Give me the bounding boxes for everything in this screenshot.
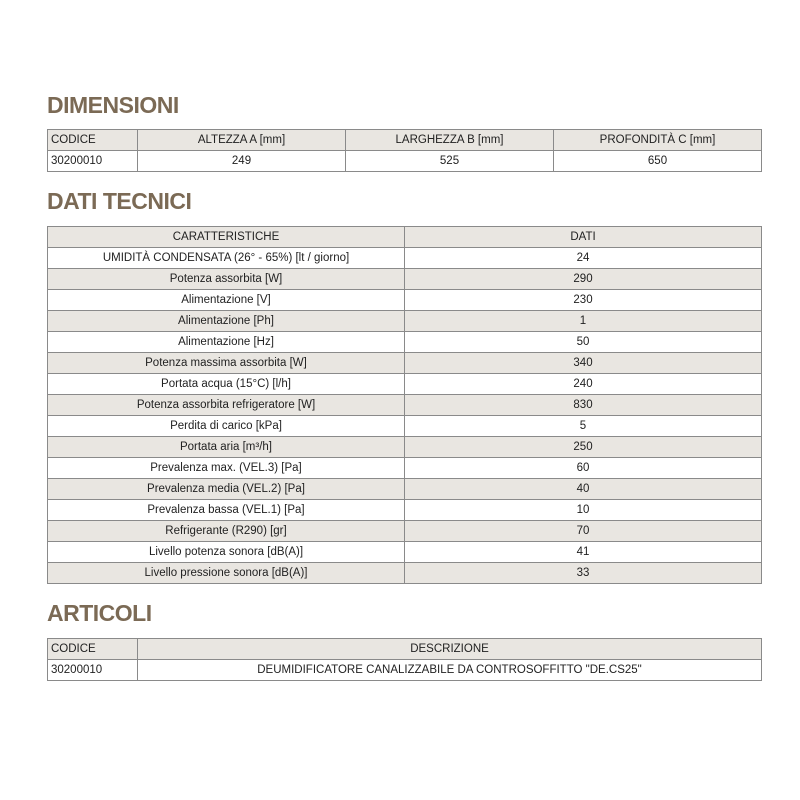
table-row [48, 660, 762, 681]
cell-caratteristica: Potenza assorbita refrigeratore [W] [48, 395, 405, 416]
cell-caratteristica: Potenza massima assorbita [W] [48, 353, 405, 374]
header-altezza: ALTEZZA A [mm] [138, 130, 346, 151]
table-header-row [48, 130, 762, 151]
dati-tecnici-body [48, 248, 762, 584]
table-row [48, 479, 762, 500]
cell-altezza: 249 [138, 151, 346, 172]
header-codice: CODICE [48, 130, 138, 151]
table-row [48, 269, 762, 290]
cell-caratteristica: Prevalenza bassa (VEL.1) [Pa] [48, 500, 405, 521]
table-row [48, 500, 762, 521]
cell-dato: 250 [405, 437, 762, 458]
cell-dato: 33 [405, 563, 762, 584]
table-header-row [48, 227, 762, 248]
cell-caratteristica: Alimentazione [Hz] [48, 332, 405, 353]
cell-caratteristica: Livello pressione sonora [dB(A)] [48, 563, 405, 584]
dati-tecnici-table [47, 226, 762, 584]
cell-dato: 1 [405, 311, 762, 332]
cell-caratteristica: Portata acqua (15°C) [l/h] [48, 374, 405, 395]
table-row [48, 311, 762, 332]
cell-dato: 41 [405, 542, 762, 563]
table-row [48, 542, 762, 563]
cell-dato: 50 [405, 332, 762, 353]
dati-tecnici-title: DATI TECNICI [47, 188, 192, 214]
table-row [48, 353, 762, 374]
table-row [48, 437, 762, 458]
cell-descrizione: DEUMIDIFICATORE CANALIZZABILE DA CONTROSOFFITTO "DE.CS25" [138, 660, 762, 681]
cell-caratteristica: Livello potenza sonora [dB(A)] [48, 542, 405, 563]
table-header-row [48, 639, 762, 660]
articoli-table [47, 638, 762, 681]
cell-caratteristica: Portata aria [m³/h] [48, 437, 405, 458]
table-row [48, 521, 762, 542]
table-row [48, 332, 762, 353]
cell-caratteristica: Perdita di carico [kPa] [48, 416, 405, 437]
cell-codice: 30200010 [48, 660, 138, 681]
header-descrizione: DESCRIZIONE [138, 639, 762, 660]
dimensioni-table [47, 129, 762, 172]
cell-dato: 5 [405, 416, 762, 437]
table-row [48, 151, 762, 172]
cell-caratteristica: Alimentazione [Ph] [48, 311, 405, 332]
cell-dato: 340 [405, 353, 762, 374]
table-row [48, 290, 762, 311]
table-row [48, 395, 762, 416]
cell-dato: 230 [405, 290, 762, 311]
header-larghezza: LARGHEZZA B [mm] [346, 130, 554, 151]
cell-dato: 10 [405, 500, 762, 521]
cell-caratteristica: Refrigerante (R290) [gr] [48, 521, 405, 542]
cell-caratteristica: Prevalenza max. (VEL.3) [Pa] [48, 458, 405, 479]
table-row [48, 563, 762, 584]
cell-profondita: 650 [554, 151, 762, 172]
table-row [48, 248, 762, 269]
cell-caratteristica: Potenza assorbita [W] [48, 269, 405, 290]
cell-caratteristica: Alimentazione [V] [48, 290, 405, 311]
cell-dato: 240 [405, 374, 762, 395]
header-profondita: PROFONDITÀ C [mm] [554, 130, 762, 151]
cell-caratteristica: UMIDITÀ CONDENSATA (26° - 65%) [lt / giorno] [48, 248, 405, 269]
header-caratteristiche: CARATTERISTICHE [48, 227, 405, 248]
cell-dato: 60 [405, 458, 762, 479]
cell-dato: 830 [405, 395, 762, 416]
cell-dato: 24 [405, 248, 762, 269]
header-dati: DATI [405, 227, 762, 248]
articoli-title: ARTICOLI [47, 600, 152, 626]
table-row [48, 416, 762, 437]
dimensioni-title: DIMENSIONI [47, 92, 179, 118]
cell-dato: 40 [405, 479, 762, 500]
table-row [48, 458, 762, 479]
cell-larghezza: 525 [346, 151, 554, 172]
cell-caratteristica: Prevalenza media (VEL.2) [Pa] [48, 479, 405, 500]
cell-dato: 290 [405, 269, 762, 290]
header-codice: CODICE [48, 639, 138, 660]
cell-dato: 70 [405, 521, 762, 542]
table-row [48, 374, 762, 395]
cell-codice: 30200010 [48, 151, 138, 172]
